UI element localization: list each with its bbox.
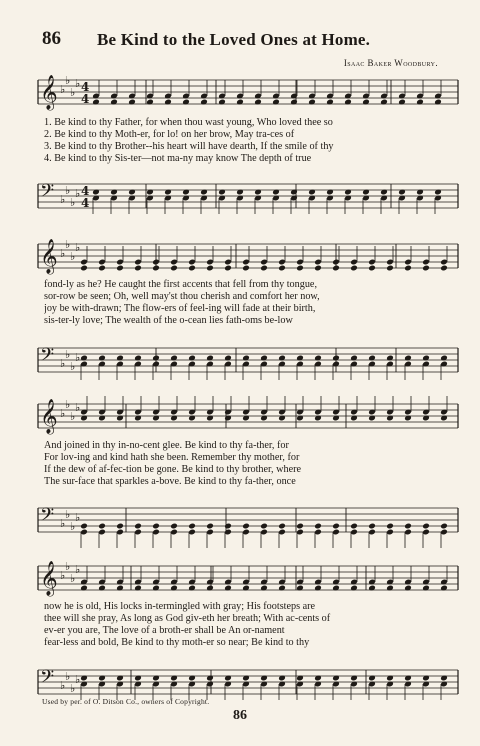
lyric-line: sor-row be seen; Oh, well may'st thou cherish and comfort her now, [44,291,320,302]
treble-staff [36,554,460,604]
note-head [116,523,124,530]
time-signature: 4 [81,80,90,94]
flat-icon: ♭ [60,247,66,260]
lyric-line: ev-er you are, The love of a broth-er shall be An or-nament [44,625,285,636]
note-head [332,523,340,530]
page-number: 86 [42,28,61,49]
note-head [188,523,196,530]
note-head [224,523,232,530]
composer-credit: Isaac Baker Woodbury. [343,58,438,68]
treble-clef-icon: 𝄞 [40,239,58,274]
flat-icon: ♭ [65,348,71,361]
treble-staff [36,232,460,282]
flat-icon: ♭ [65,184,71,197]
time-signature: 4 [81,184,90,198]
note-head [170,523,178,530]
note-head [98,265,106,272]
lyric-line: thee will she pray, As long as God giv-eth her breath; With ac-cents of [44,613,331,624]
note-head [242,523,250,530]
note-head [206,523,214,530]
treble-clef-icon: 𝄞 [40,75,58,110]
flat-icon: ♭ [75,401,81,414]
time-signature: 4 [81,92,90,106]
flat-icon: ♭ [70,196,76,209]
note-head [368,265,376,272]
note-head [386,523,394,530]
flat-icon: ♭ [75,511,81,524]
treble-staff [36,68,460,118]
note-head [440,523,448,530]
flat-icon: ♭ [65,74,71,87]
flat-icon: ♭ [75,563,81,576]
lyric-line: sis-ter-ly love; The wealth of the o-cean lies fath-oms be-low [44,315,293,326]
note-head [80,523,88,530]
flat-icon: ♭ [65,508,71,521]
lyric-line: joy be with-drawn; The flow-ers of feel-ing will fade at their birth, [44,303,316,314]
treble-clef-icon: 𝄞 [40,399,58,434]
note-head [422,265,430,272]
note-head [350,523,358,530]
treble-clef-icon: 𝄞 [40,561,58,596]
note-head [440,265,448,272]
flat-icon: ♭ [70,360,76,373]
footer-page-number: 86 [233,708,247,723]
note-head [350,265,358,272]
lyric-line: For lov-ing and kind hath she been. Remember thy mother, for [44,452,300,463]
flat-icon: ♭ [60,357,66,370]
note-head [314,523,322,530]
lyric-line: 1. Be kind to thy Father, for when thou wast young, Who loved thee so [44,117,333,128]
note-head [188,265,196,272]
note-head [332,265,340,272]
note-head [98,523,106,530]
flat-icon: ♭ [65,560,71,573]
bass-staff [36,496,460,546]
flat-icon: ♭ [65,238,71,251]
bass-clef-icon: 𝄢 [40,181,55,206]
lyric-line: fond-ly as he? He caught the first accents that fell from thy tongue, [44,279,317,290]
flat-icon: ♭ [75,351,81,364]
note-head [134,265,142,272]
flat-icon: ♭ [60,407,66,420]
note-head [260,265,268,272]
note-head [134,523,142,530]
flat-icon: ♭ [75,673,81,686]
flat-icon: ♭ [70,520,76,533]
lyric-line: fear-less and bold, Be kind to thy moth-er so near; Be kind to thy [44,637,310,648]
lyrics-system-2 [44,279,460,327]
flat-icon: ♭ [75,77,81,90]
note-head [404,265,412,272]
hymn-title: Be Kind to the Loved Ones at Home. [97,30,371,49]
bass-clef-icon: 𝄢 [40,667,55,692]
note-head [314,265,322,272]
time-signature: 4 [81,196,90,210]
lyric-line: The sur-face that sparkles a-bove. Be kind to thy fa-ther, once [44,476,296,487]
flat-icon: ♭ [70,250,76,263]
flat-icon: ♭ [65,398,71,411]
bass-staff [36,336,460,386]
flat-icon: ♭ [60,517,66,530]
note-head [260,523,268,530]
note-head [152,265,160,272]
note-head [368,523,376,530]
page-header [42,28,438,54]
flat-icon: ♭ [70,572,76,585]
note-head [278,265,286,272]
lyrics-system-4 [44,601,460,649]
treble-staff [36,392,460,442]
flat-icon: ♭ [75,241,81,254]
bass-clef-icon: 𝄢 [40,345,55,370]
flat-icon: ♭ [70,86,76,99]
flat-icon: ♭ [60,83,66,96]
note-head [278,523,286,530]
copyright-notice: Used by per. of O. Ditson Co., owners of Copyright. [42,697,210,706]
note-head [296,523,304,530]
lyrics-system-1 [44,117,460,165]
flat-icon: ♭ [75,187,81,200]
flat-icon: ♭ [65,670,71,683]
lyric-line: 2. Be kind to thy Moth-er, for lo! on her brow, May tra-ces of [44,129,295,140]
lyric-line: 3. Be kind to thy Brother--his heart will have dearth, If the smile of thy [44,141,334,152]
note-head [296,265,304,272]
lyric-line: 4. Be kind to thy Sis-ter—not ma-ny may know The depth of true [44,153,312,164]
note-head [242,265,250,272]
bass-clef-icon: 𝄢 [40,505,55,530]
lyric-line: now he is old, His locks in-termingled with gray; His footsteps are [44,601,316,612]
flat-icon: ♭ [60,193,66,206]
note-head [224,265,232,272]
flat-icon: ♭ [70,682,76,695]
note-head [404,523,412,530]
lyric-line: If the dew of af-fec-tion be gone. Be kind to thy brother, where [44,464,302,475]
note-head [422,523,430,530]
note-head [152,523,160,530]
note-head [206,265,214,272]
bass-staff [36,172,460,222]
note-head [170,265,178,272]
lyrics-system-3 [44,440,460,488]
note-head [80,265,88,272]
flat-icon: ♭ [60,569,66,582]
lyric-line: And joined in thy in-no-cent glee. Be kind to thy fa-ther, for [44,440,289,451]
flat-icon: ♭ [70,410,76,423]
flat-icon: ♭ [60,679,66,692]
note-head [116,265,124,272]
note-head [386,265,394,272]
